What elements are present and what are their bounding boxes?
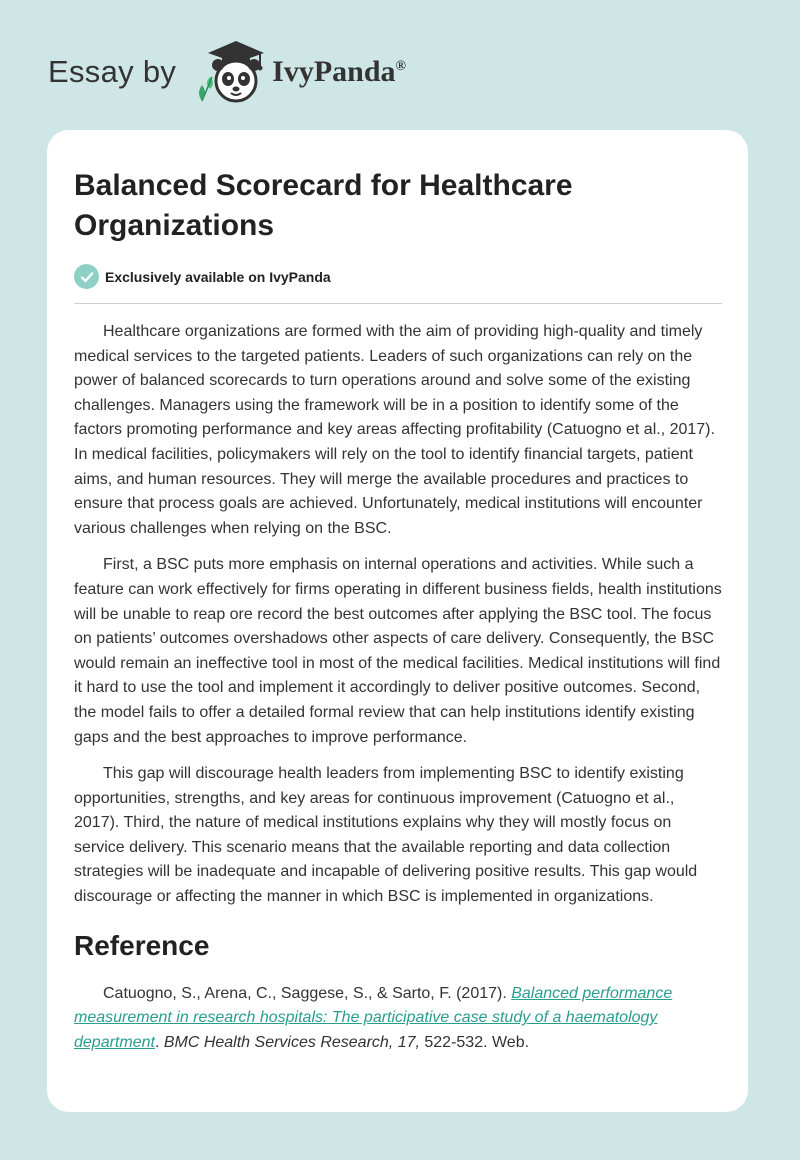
paragraph: Healthcare organizations are formed with the aim of providing high-quality and timely medical services to the targeted patients. Leaders of such organizations can rely on the power of balanced scorecards to turn operations around and solve some of the existing challenges. Managers using the framework will be in a position to identify some of the factors promoting performance and key areas affecting profitability (Catuogno et al., 2017). In medical facilities, policymakers will rely on the tool to identify financial targets, patient aims, and human resources. They will merge the available procedures and practices to ensure that process goals are achieved. Unfortunately, medical institutions will encounter various challenges when relying on the BSC. bbox=[74, 323, 715, 537]
reference-link[interactable]: Balanced performance measurement in research hospitals: The participative case study of a haematology department bbox=[74, 984, 673, 1051]
reference-authors: Catuogno, S., Arena, C., Saggese, S., & Sarto, F. (2017). bbox=[103, 984, 512, 1002]
essay-by-label: Essay by bbox=[48, 54, 177, 89]
paragraph: First, a BSC puts more emphasis on internal operations and activities. While such a feature can work effectively for firms operating in different business fields, health institutions will be unable to reap ore record the best outcomes after applying the BSC tool. The focus on patients’ outcomes overshadows other aspects of care delivery. Consequently, the BSC would remain an ineffective tool in most of the medical facilities. Medical institutions will find it hard to use the tool and implement it accordingly to deliver positive outcomes. Second, the model fails to offer a detailed formal review that can help institutions identify existing gaps and the best approaches to improve performance. bbox=[74, 556, 722, 746]
exclusive-badge bbox=[74, 264, 331, 289]
panda-logo-icon[interactable] bbox=[188, 37, 278, 107]
page-title: Balanced Scorecard for Healthcare Organizations bbox=[74, 169, 573, 242]
reference-pages: 522-532. Web. bbox=[419, 1033, 530, 1051]
essay-body bbox=[74, 320, 724, 1067]
site-header bbox=[48, 32, 548, 112]
divider bbox=[74, 303, 722, 304]
reference-journal: BMC Health Services Research, 17, bbox=[163, 1033, 420, 1051]
reference-heading: Reference bbox=[74, 929, 210, 961]
paragraph: This gap will discourage health leaders from implementing BSC to identify existing opportunities, strengths, and key areas for continuous improvement (Catuogno et al., 2017). Third, the nature of medical institutions explains why they will mostly focus on service delivery. This scenario means that the available reporting and data collection strategies will be inadequate and incapable of delivering positive results. This gap would discourage or affecting the manner in which BSC is implemented in organizations. bbox=[74, 765, 698, 906]
registered-mark: ® bbox=[395, 59, 407, 74]
badge-label: Exclusively available on IvyPanda bbox=[105, 268, 331, 285]
checkmark-icon bbox=[74, 264, 99, 289]
brand-name[interactable] bbox=[272, 55, 406, 89]
reference-after-link: . bbox=[154, 1033, 164, 1051]
reference-entry bbox=[74, 982, 724, 1056]
essay-card bbox=[47, 130, 748, 1112]
brand-text: IvyPanda bbox=[272, 55, 396, 88]
